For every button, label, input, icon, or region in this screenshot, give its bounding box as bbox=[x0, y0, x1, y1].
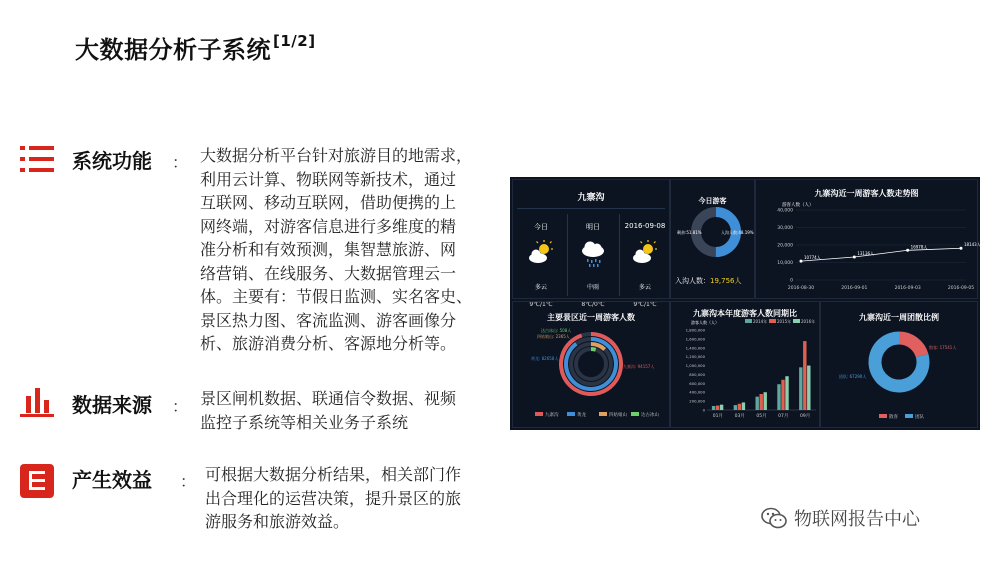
scenic-ring-达古冰山 bbox=[591, 349, 596, 350]
bar-ytick: 1,600,000 bbox=[685, 336, 705, 342]
line-ytick: 30,000 bbox=[777, 226, 793, 231]
line-point bbox=[960, 247, 963, 250]
line-value-label: 18143人 bbox=[964, 242, 981, 248]
section-text-benefit: 可根据大数据分析结果，相关部门作 出合理化的运营决策，提升景区的旅 游服务和旅游效益。 bbox=[205, 465, 462, 531]
rain-icon bbox=[578, 238, 608, 268]
section-colon: ： bbox=[172, 153, 189, 172]
bar-legend-label: 2014年 bbox=[753, 319, 768, 324]
page-title: 大数据分析子系统 [1/2] bbox=[75, 32, 316, 64]
yearly-compare-panel bbox=[670, 301, 820, 428]
scenic-legend-swatch bbox=[631, 412, 639, 416]
bar-2016年 bbox=[764, 392, 767, 410]
weather-day: 明日 中雨 8℃/0℃ bbox=[567, 222, 619, 308]
line-ytick: 0 bbox=[790, 278, 793, 284]
line-xtick: 2016-09-05 bbox=[947, 286, 975, 291]
ratio-label: 散客: 17541人 bbox=[929, 345, 957, 350]
bar-ytick: 0 bbox=[702, 407, 705, 413]
partly-cloudy-icon bbox=[526, 238, 556, 268]
weather-title: 九寨沟 bbox=[577, 193, 605, 203]
bar-legend-swatch bbox=[793, 319, 800, 323]
bar-xtick: 05月 bbox=[756, 414, 767, 419]
bar-2015年 bbox=[781, 380, 784, 410]
bar-ytick: 200,000 bbox=[689, 398, 705, 404]
bar-chart bbox=[671, 302, 821, 429]
today-visitors-panel bbox=[670, 179, 755, 299]
ratio-donut-chart bbox=[821, 302, 979, 429]
bar-chart-icon bbox=[18, 382, 56, 420]
line-xtick: 2016-09-03 bbox=[894, 286, 921, 291]
bar-2015年 bbox=[760, 394, 763, 410]
bar-xtick: 03月 bbox=[734, 414, 745, 419]
bar-2015年 bbox=[738, 404, 741, 410]
scenic-legend-label: 四姑娘山 bbox=[609, 413, 627, 418]
scenic-label: 四姑娘山: 2365人 bbox=[537, 334, 570, 339]
section-colon: ： bbox=[172, 397, 189, 416]
section-title-benefit: 产生效益 bbox=[72, 468, 152, 492]
line-value-label: 13136人 bbox=[857, 251, 875, 257]
bar-ytick: 1,800,000 bbox=[685, 327, 705, 333]
section-title-source: 数据来源 bbox=[72, 393, 152, 417]
line-xtick: 2016-09-01 bbox=[841, 286, 868, 291]
bar-ytick: 800,000 bbox=[689, 371, 705, 377]
scenic-legend-swatch bbox=[599, 412, 607, 416]
bar-2016年 bbox=[785, 376, 788, 410]
bar-legend-label: 2016年 bbox=[801, 319, 816, 324]
line-ytick: 40,000 bbox=[777, 208, 793, 214]
line-value-label: 16978人 bbox=[910, 244, 928, 250]
ratio-legend-label: 散客 bbox=[889, 415, 898, 420]
ratio-label: 团队: 67290人 bbox=[839, 374, 867, 379]
bar-chart-title: 九寨沟本年度游客人数同期比 bbox=[693, 309, 797, 318]
bar-2014年 bbox=[734, 405, 737, 410]
scenic-spots-panel bbox=[512, 301, 670, 428]
partly-cloudy-icon bbox=[630, 238, 660, 268]
scenic-label: 黄龙: 82658人 bbox=[531, 356, 559, 361]
document-icon bbox=[18, 462, 56, 500]
scenic-legend-swatch bbox=[535, 412, 543, 416]
bar-2016年 bbox=[807, 366, 810, 410]
ratio-legend-swatch bbox=[905, 414, 913, 418]
line-chart-title: 九寨沟近一周游客人数走势图 bbox=[814, 189, 919, 198]
section-text-function: 大数据分析平台针对旅游目的地需求， 利用云计算、物联网等新技术，通过 互联网、移动互联网，借助便携的上 网终端，对游客信息进行多维度的精 准分析和有效预测，集智慧旅游、网 络营销、在线服务、大数据管理云一 体。主要有：节假日监测、实名客史、 景区热力图、客流监测、游客画像分 析、旅游消费分析、客源地分析等。 bbox=[200, 146, 473, 353]
line-ylabel: 游客人数（人） bbox=[782, 203, 814, 208]
today-visitors-donut bbox=[671, 202, 756, 272]
scenic-legend-label: 达古冰山 bbox=[641, 413, 659, 418]
section-title-function: 系统功能 bbox=[72, 149, 152, 173]
scenic-legend-swatch bbox=[567, 412, 575, 416]
bar-xtick: 09月 bbox=[799, 414, 811, 419]
bar-ytick: 400,000 bbox=[689, 389, 705, 395]
bar-ylabel: 游客人数（人） bbox=[691, 320, 719, 325]
bar-2016年 bbox=[720, 405, 723, 410]
bar-2014年 bbox=[799, 367, 802, 410]
line-value-label: 10774人 bbox=[804, 255, 821, 261]
bar-xtick: 01月 bbox=[712, 414, 724, 419]
dashboard-screenshot bbox=[510, 177, 980, 430]
today-visitors-title: 今日游客 bbox=[698, 197, 727, 205]
scenic-ring-黄龙 bbox=[566, 339, 616, 389]
bar-xtick: 07月 bbox=[778, 414, 789, 419]
line-point bbox=[800, 260, 803, 263]
donut-right-label: 入沟人数:48.19% bbox=[721, 230, 754, 235]
weather-day: 今日 多云 9℃/1℃ bbox=[515, 222, 567, 308]
weather-panel bbox=[512, 179, 670, 308]
ratio-legend-swatch bbox=[879, 414, 887, 418]
line-ytick: 20,000 bbox=[777, 243, 793, 249]
ratio-pie-title: 九寨沟近一周团散比例 bbox=[859, 313, 939, 322]
bar-ytick: 1,000,000 bbox=[685, 363, 705, 369]
bar-legend-label: 2015年 bbox=[777, 319, 792, 324]
line-chart bbox=[756, 180, 979, 300]
bar-2014年 bbox=[756, 397, 759, 410]
weather-day: 2016-09-08 多云 9℃/1℃ bbox=[624, 222, 666, 308]
line-point bbox=[853, 256, 856, 259]
section-colon: ： bbox=[180, 472, 197, 491]
bar-2014年 bbox=[777, 384, 780, 410]
bar-ytick: 600,000 bbox=[689, 380, 705, 386]
bar-2015年 bbox=[803, 341, 806, 410]
wechat-icon bbox=[760, 506, 788, 530]
donut-left-label: 剩余:51.81% bbox=[677, 230, 702, 235]
bar-2014年 bbox=[712, 406, 715, 410]
scenic-label: 九寨沟: 94157人 bbox=[623, 364, 655, 369]
line-ytick: 10,000 bbox=[777, 261, 793, 266]
scenic-pie-title: 主要景区近一周游客人数 bbox=[547, 313, 635, 322]
group-ratio-panel bbox=[820, 301, 978, 428]
watermark bbox=[760, 505, 920, 531]
scenic-ring-track bbox=[576, 349, 606, 379]
bar-legend-swatch bbox=[745, 319, 752, 323]
line-point bbox=[906, 249, 909, 252]
bar-2015年 bbox=[716, 406, 719, 410]
bar-ytick: 1,200,000 bbox=[685, 354, 705, 360]
weekly-trend-panel bbox=[755, 179, 981, 299]
bar-legend-swatch bbox=[769, 319, 776, 323]
watermark-text: 物联网报告中心 bbox=[794, 509, 920, 530]
line-xtick: 2016-08-30 bbox=[787, 286, 815, 291]
ratio-legend-label: 团队 bbox=[915, 415, 924, 420]
page-indicator: [1/2] bbox=[273, 32, 316, 50]
scenic-legend-label: 黄龙 bbox=[577, 413, 586, 418]
bar-2016年 bbox=[742, 402, 745, 410]
scenic-pie-chart bbox=[513, 302, 671, 429]
scenic-label: 达古冰山: 508人 bbox=[541, 328, 572, 333]
entered-count: 入沟人数：19,756人 bbox=[675, 277, 742, 285]
list-icon bbox=[18, 140, 56, 178]
ratio-slice-散客 bbox=[899, 338, 922, 356]
scenic-legend-label: 九寨沟 bbox=[545, 413, 559, 418]
section-text-source: 景区闸机数据、联通信令数据、视频 监控子系统等相关业务子系统 bbox=[200, 389, 457, 432]
line-series bbox=[801, 248, 961, 261]
bar-ytick: 1,400,000 bbox=[685, 345, 705, 351]
